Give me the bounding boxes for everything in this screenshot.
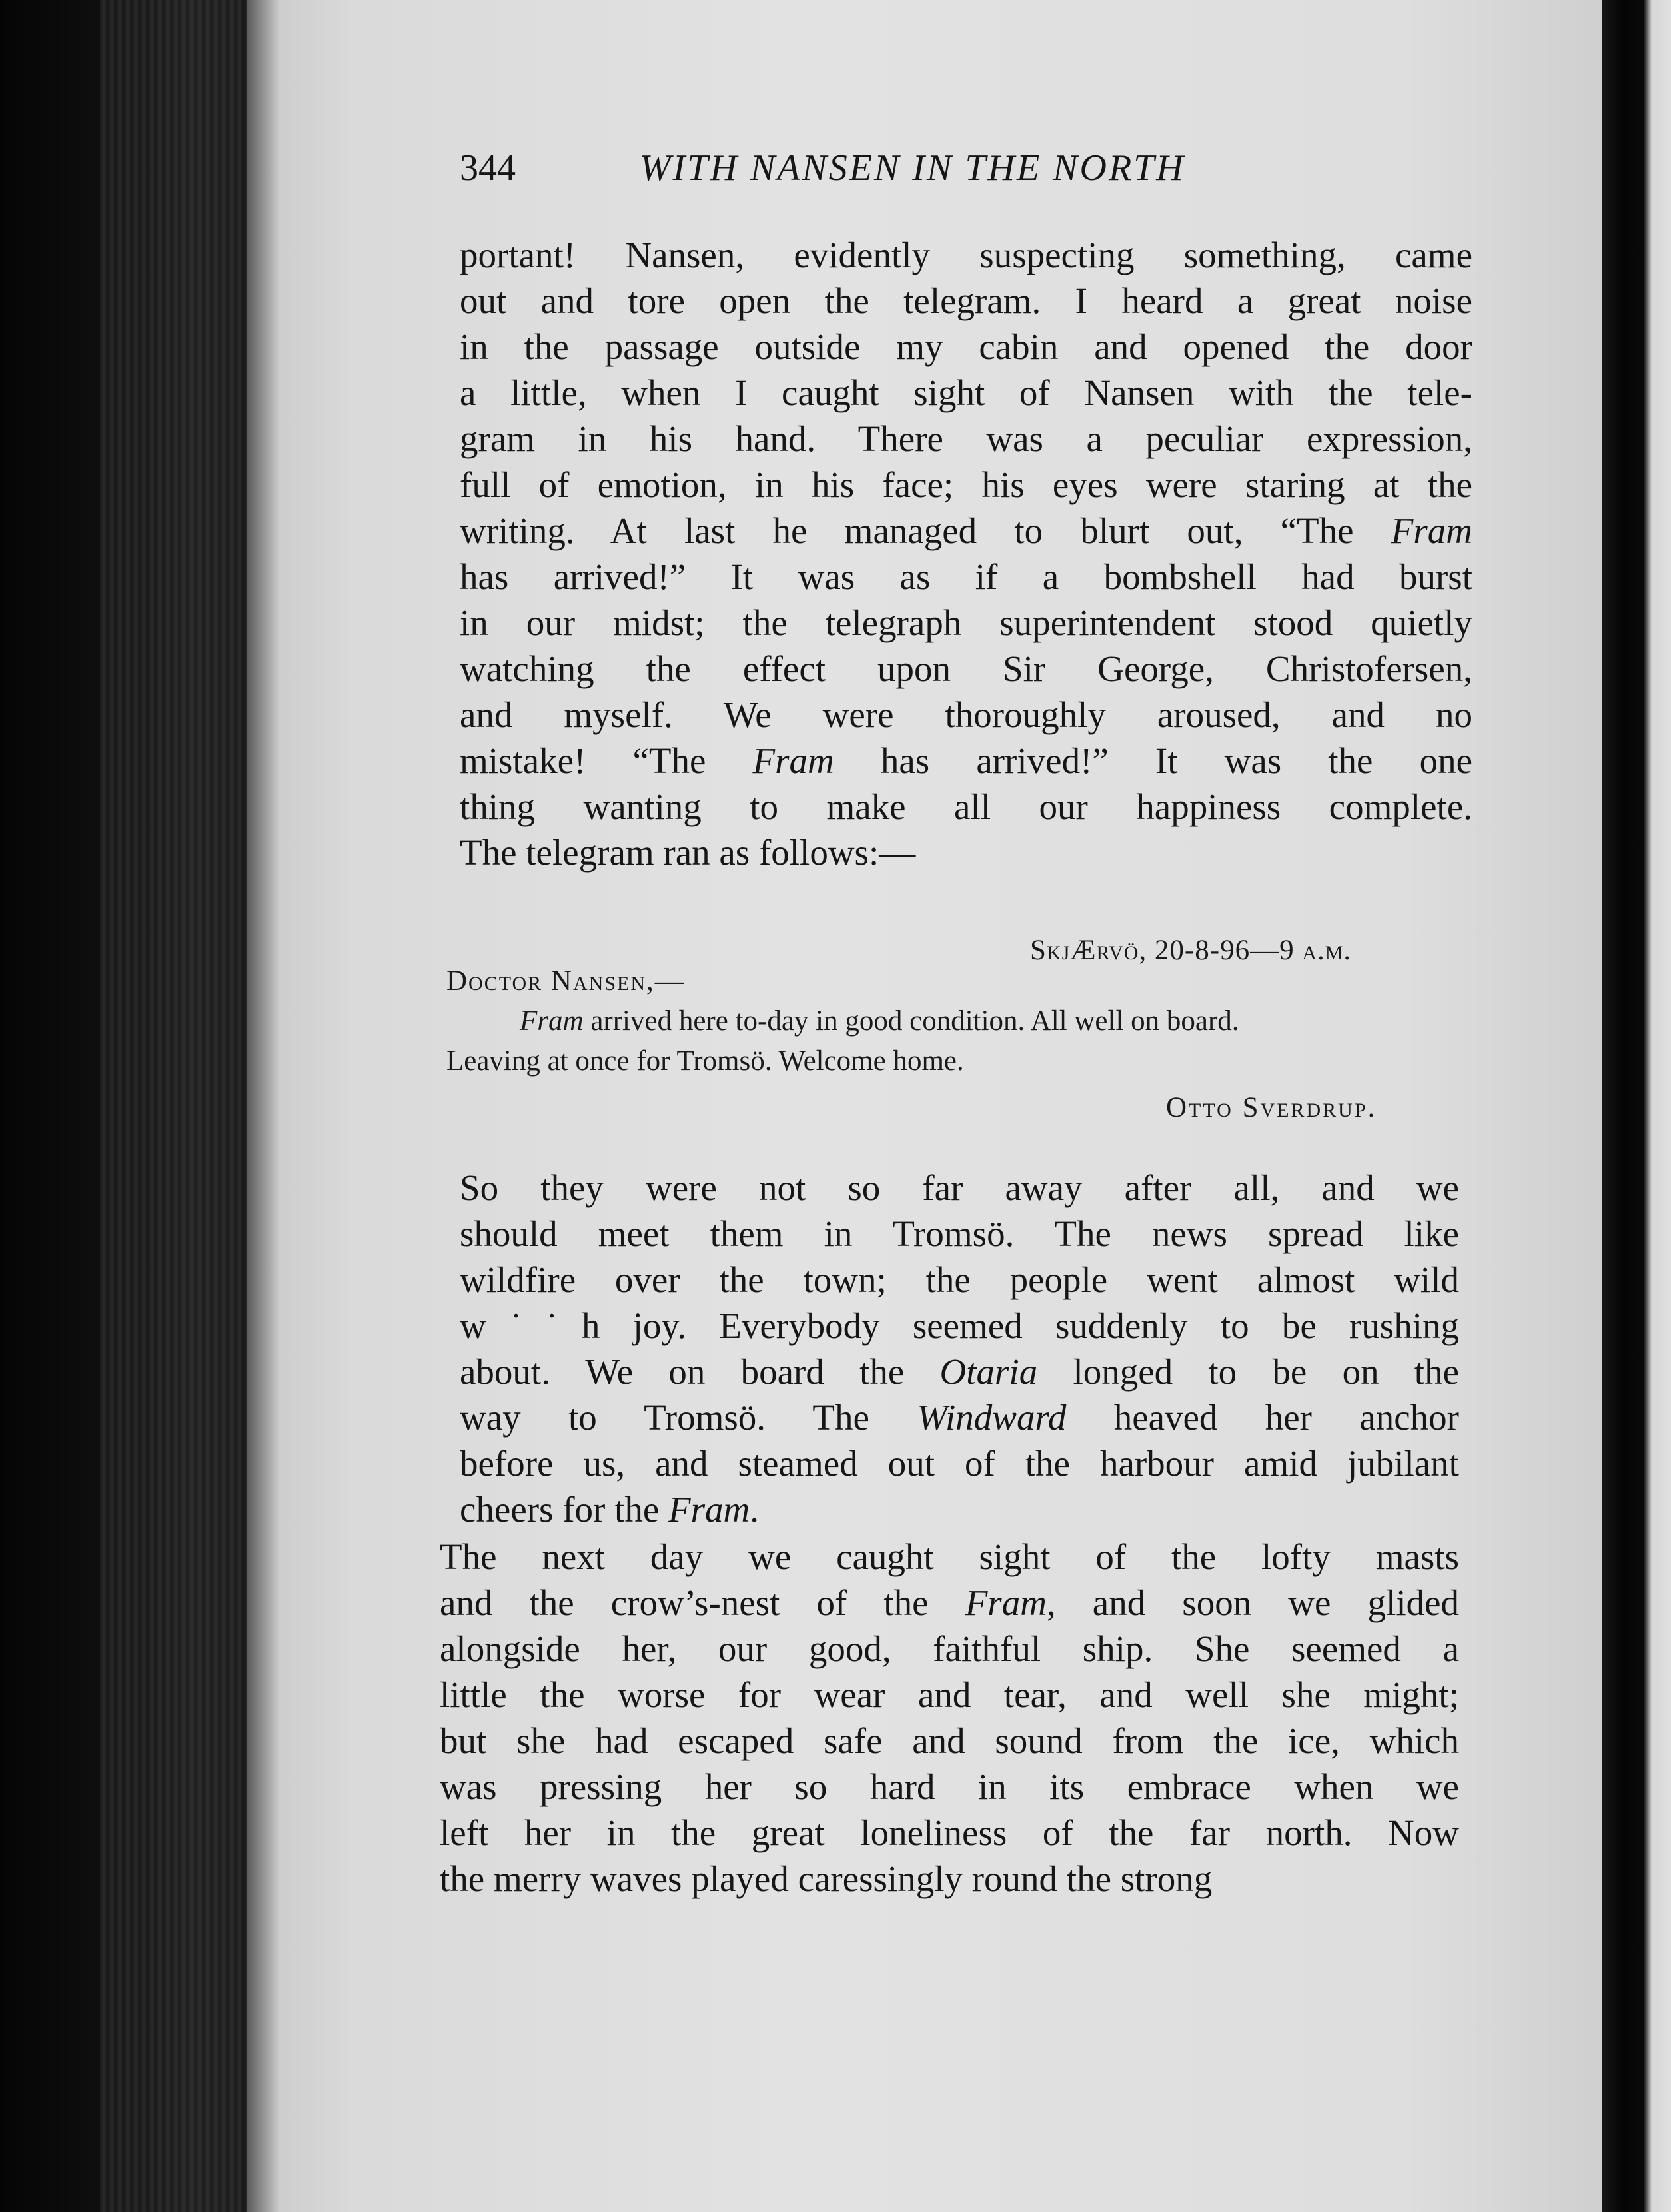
text-segment: , and soon we glided — [1046, 1582, 1460, 1623]
text-line — [460, 830, 1472, 875]
running-title: WITH NANSEN IN THE NORTH — [640, 147, 1185, 189]
text-segment: The telegram ran as follows:— — [460, 832, 916, 873]
text-line — [460, 738, 1472, 784]
page-number: 344 — [460, 147, 516, 189]
text-segment: way to Tromsö. The — [460, 1397, 917, 1438]
text-line — [460, 1257, 1459, 1303]
telegram-body-line-1 — [520, 1005, 1239, 1037]
text-segment: longed to be on the — [1037, 1351, 1459, 1392]
paragraph-2 — [460, 1165, 1459, 1532]
text-line — [460, 1211, 1459, 1257]
text-segment: and myself. We were thoroughly aroused, and no — [460, 694, 1472, 735]
italic-ship-name: Fram — [752, 740, 834, 781]
text-segment: w˙˙h joy. Everybody seemed suddenly to be rushing — [460, 1305, 1459, 1346]
text-segment: wildfire over the town; the people went almost wild — [460, 1259, 1459, 1300]
text-line — [460, 692, 1472, 738]
telegram-addressee — [446, 965, 685, 997]
text-line — [460, 232, 1472, 278]
paragraph-1 — [460, 232, 1472, 875]
text-segment: full of emotion, in his face; his eyes were staring at the — [460, 464, 1472, 505]
text-segment: watching the effect upon Sir George, Christofersen, — [460, 648, 1472, 689]
italic-ship-name: Windward — [917, 1397, 1067, 1438]
text-segment: heaved her anchor — [1066, 1397, 1459, 1438]
telegram-signature-text: Otto Sverdrup. — [1166, 1092, 1377, 1123]
text-line — [440, 1810, 1459, 1856]
text-segment: but she had escaped safe and sound from the ice, which — [440, 1720, 1459, 1761]
text-segment: about. We on board the — [460, 1351, 940, 1392]
text-line — [460, 1486, 1459, 1532]
text-line — [460, 416, 1472, 462]
text-line — [460, 1349, 1459, 1394]
text-line — [460, 600, 1472, 646]
text-line — [460, 784, 1472, 830]
text-segment: has arrived!” It was as if a bombshell had burst — [460, 556, 1472, 597]
telegram-ship-name: Fram — [520, 1005, 584, 1037]
text-line — [440, 1718, 1459, 1764]
telegram-body-line-1-text: arrived here to-day in good condition. All well on board. — [583, 1005, 1239, 1037]
text-segment: cheers for the — [460, 1489, 669, 1530]
text-segment: The next day we caught sight of the lofty masts — [440, 1536, 1459, 1577]
text-segment: has arrived!” It was the one — [834, 740, 1472, 781]
telegram-place-date-text: SkjÆrvö, 20-8-96—9 a.m. — [1030, 935, 1352, 966]
text-line — [440, 1580, 1459, 1626]
telegram-body-line-2 — [446, 1045, 964, 1077]
italic-ship-name: Fram — [668, 1489, 750, 1530]
text-segment: mistake! “The — [460, 740, 753, 781]
text-segment: So they were not so far away after all, and we — [460, 1167, 1459, 1208]
italic-ship-name: Fram — [1391, 510, 1472, 551]
telegram-signature — [1166, 1091, 1377, 1124]
text-line — [440, 1626, 1459, 1672]
text-line — [460, 1165, 1459, 1211]
text-line — [440, 1672, 1459, 1718]
running-header — [460, 147, 1319, 193]
gutter-shadow — [247, 0, 280, 2212]
text-segment: gram in his hand. There was a peculiar expression, — [460, 418, 1472, 459]
text-segment: in our midst; the telegraph superintendent stood quietly — [460, 602, 1472, 643]
telegram-addressee-text: Doctor Nansen,— — [446, 965, 685, 997]
text-segment: a little, when I caught sight of Nansen with the tele- — [460, 372, 1472, 413]
text-line — [460, 278, 1472, 324]
text-line — [440, 1764, 1459, 1810]
text-segment: should meet them in Tromsö. The news spread like — [460, 1213, 1459, 1254]
paragraph-3 — [440, 1534, 1459, 1902]
text-line — [440, 1856, 1459, 1902]
text-line — [460, 462, 1472, 508]
text-line — [460, 646, 1472, 692]
text-segment: writing. At last he managed to blurt out, “The — [460, 510, 1391, 551]
telegram-place-date — [1030, 934, 1351, 967]
text-segment: before us, and steamed out of the harbour amid jubilant — [460, 1443, 1459, 1484]
text-line — [460, 554, 1472, 600]
text-line — [460, 1394, 1459, 1440]
text-segment: alongside her, our good, faithful ship. She seemed a — [440, 1628, 1459, 1669]
text-line — [460, 1303, 1459, 1349]
text-line — [440, 1534, 1459, 1580]
text-segment: portant! Nansen, evidently suspecting something, came — [460, 235, 1472, 275]
text-segment: in the passage outside my cabin and opened the door — [460, 326, 1472, 367]
facing-page-edge — [1602, 0, 1671, 2212]
text-line — [460, 370, 1472, 416]
text-line — [460, 1440, 1459, 1486]
italic-ship-name: Fram — [965, 1582, 1047, 1623]
text-segment: . — [750, 1489, 760, 1530]
telegram-body-line-2-text: Leaving at once for Tromsö. Welcome home. — [446, 1045, 964, 1077]
text-line — [460, 324, 1472, 370]
text-segment: the merry waves played caressingly round the strong — [440, 1858, 1213, 1899]
text-segment: thing wanting to make all our happiness complete. — [460, 786, 1472, 827]
text-segment: little the worse for wear and tear, and well she might; — [440, 1674, 1459, 1715]
italic-ship-name: Otaria — [939, 1351, 1038, 1392]
text-segment: was pressing her so hard in its embrace when we — [440, 1766, 1459, 1807]
text-segment: out and tore open the telegram. I heard a great noise — [460, 280, 1472, 321]
text-segment: and the crow’s-nest of the — [440, 1582, 965, 1623]
text-segment: left her in the great loneliness of the far north. Now — [440, 1812, 1459, 1853]
page-edges — [100, 0, 247, 2212]
text-line — [460, 508, 1472, 554]
